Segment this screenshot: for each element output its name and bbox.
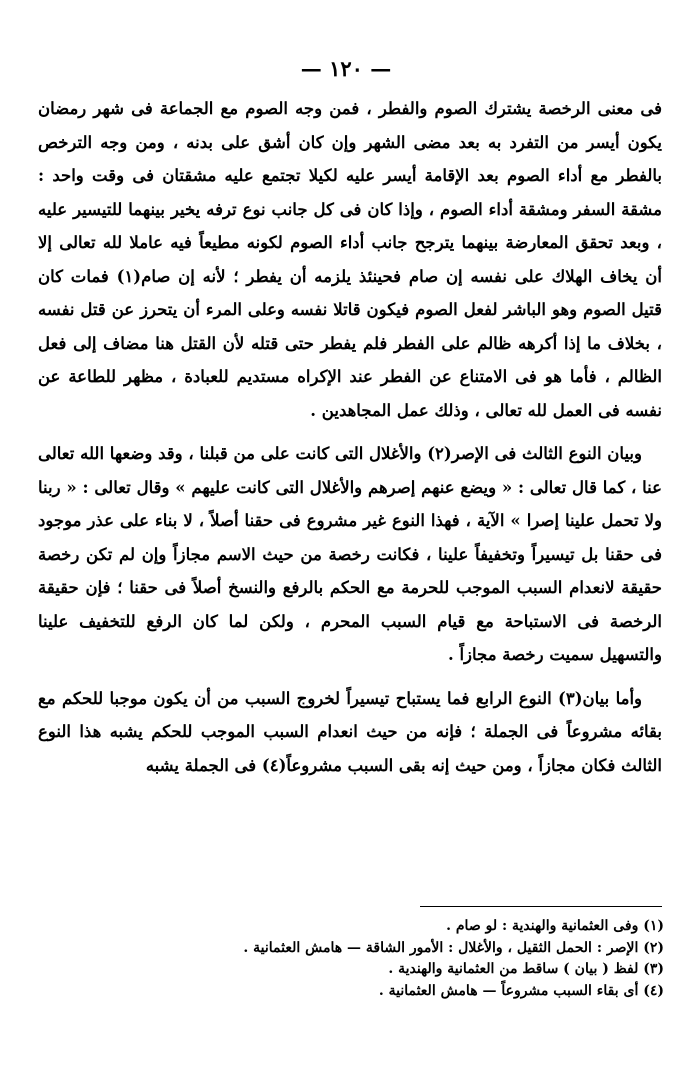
paragraph-1: فى معنى الرخصة يشترك الصوم والفطر ، فمن وجه الصوم مع الجماعة فى شهر رمضان يكون أيسر من التفرد به بعد مضى الشهر وإن كان أشق على بدنه ، ومن وجه الترخص بالفطر مع أداء الصوم بعد الإقامة أيسر عليه لكيلا تجتمع عليه مشقتان فى وقت واحد : مشقة السفر ومشقة أداء الصوم ، وإذا كان فى كل جانب نوع ترفه يخير بينهما للتيسير عليه ، وبعد تحقق المعارضة بينهما يترجح جانب أداء الصوم لكونه مطيعاً فيه عاملا لله تعالى إلا أن يخاف الهلاك على نفسه إن صام فحينئذ يلزمه أن يفطر ؛ لأنه إن صام(١) فمات كان قتيل الصوم وهو الباشر لفعل الصوم فيكون قاتلا نفسه وعلى المرء أن يتحرز عن قتل نفسه ، بخلاف ما إذا أكرهه ظالم على الفطر فلم يفطر حتى قتله لأن القتل هنا مضاف إلى فعل الظالم ، فأما هو فى الامتناع عن الفطر عند الإكراه مستديم للعبادة ، مظهر للطاعة عن نفسه فى العمل لله تعالى ، وذلك عمل المجاهدين . bbox=[38, 99, 662, 420]
main-text bbox=[38, 92, 662, 782]
footnote-3: (٣) لفظ ( بيان ) ساقط من العثمانية والهندية . bbox=[388, 961, 664, 977]
paragraph-2: وبيان النوع الثالث فى الإصر(٢) والأغلال التى كانت على من قبلنا ، وقد وضعها الله تعالى عنا ، كما قال تعالى : « ويضع عنهم إصرهم والأغلال التى كانت عليهم » وقال تعالى : « ربنا ولا تحمل علينا إصرا » الآية ، فهذا النوع غير مشروع فى حقنا أصلاً ، لا بناء على عذر موجود فى حقنا بل تيسيراً وتخفيفاً علينا ، فكانت رخصة من حيث الاسم مجازاً وإن لم تكن رخصة حقيقة لانعدام السبب الموجب للحرمة مع الحكم بالرفع والنسخ أصلاً فى حقنا ؛ فإن حقيقة الرخصة فى الاستباحة مع قيام السبب المحرم ، ولكن لما كان الرفع للتخفيف علينا والتسهيل سميت رخصة مجازاً . bbox=[38, 444, 662, 664]
page-number: — ١٢٠ — bbox=[300, 56, 392, 81]
footnote-4: (٤) أى بقاء السبب مشروعاً — هامش العثمانية . bbox=[378, 982, 664, 999]
paragraph-3: وأما بيان(٣) النوع الرابع فما يستباح تيسيراً لخروج السبب من أن يكون موجبا للحكم مع بقائه مشروعاً فى الجملة ؛ فإنه من حيث انعدام السبب الموجب للحكم يشبه هذا النوع الثالث فكان مجازاً ، ومن حيث إنه بقى السبب مشروعاً(٤) فى الجملة يشبه bbox=[38, 688, 662, 775]
footnotes bbox=[60, 916, 664, 1002]
footnote-2: (٢) الإصر : الحمل الثقيل ، والأغلال : الأمور الشاقة — هامش العثمانية . bbox=[243, 939, 664, 956]
footnote-1: (١) وفى العثمانية والهندية : لو صام . bbox=[446, 918, 664, 934]
footnote-divider bbox=[420, 906, 662, 907]
